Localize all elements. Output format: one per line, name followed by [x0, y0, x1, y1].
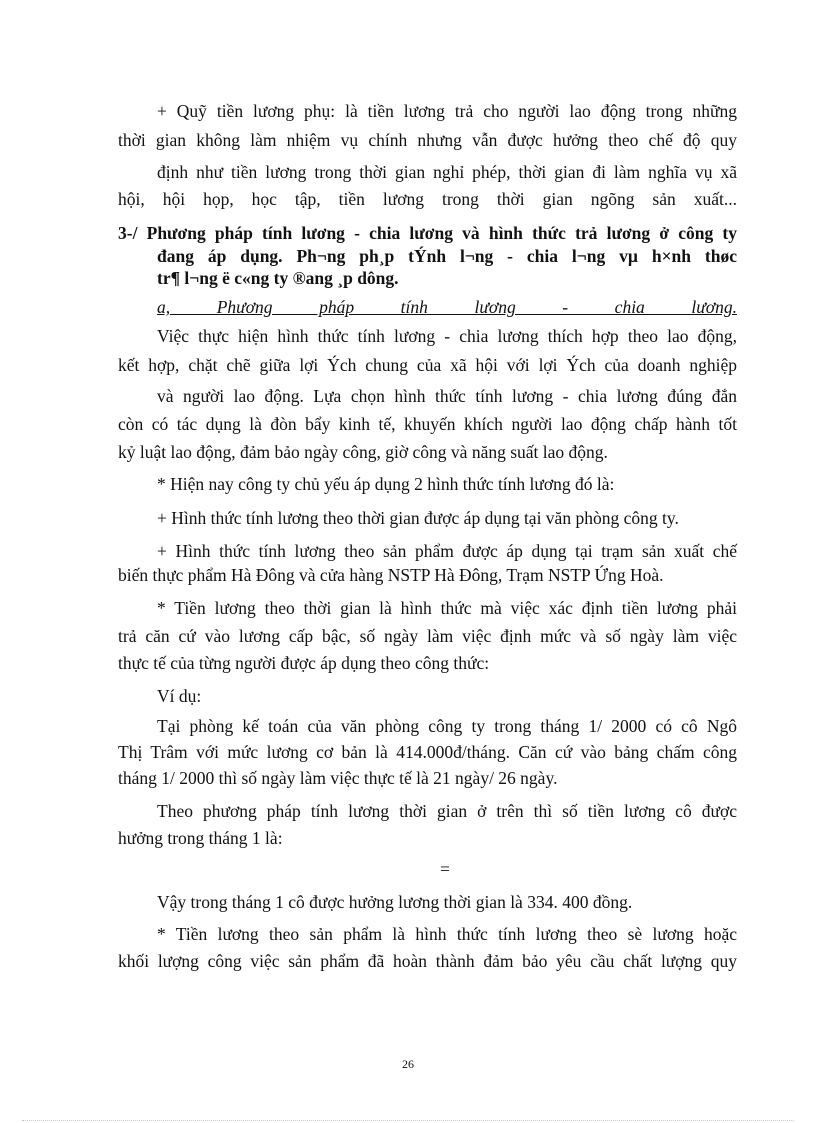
section-heading: 3-/ Phương pháp tính lương - chia lương và hình thức trả lương ở công ty	[118, 223, 737, 243]
paragraph-line: Tại phòng kế toán của văn phòng công ty trong tháng 1/ 2000 có cô Ngô	[157, 716, 737, 736]
paragraph-line: + Quỹ tiền lương phụ: là tiền lương trả cho người lao động trong những	[157, 101, 737, 121]
paragraph-line: kỷ luật lao động, đảm bảo ngày công, giờ công và năng suất lao động.	[118, 442, 608, 462]
paragraph-line: còn có tác dụng là đòn bẩy kinh tế, khuyến khích người lao động chấp hành tốt	[118, 414, 737, 434]
paragraph-line: Theo phương pháp tính lương thời gian ở trên thì số tiền lương cô được	[157, 801, 737, 821]
formula-equals: =	[440, 859, 450, 879]
paragraph-line: + Hình thức tính lương theo thời gian được áp dụng tại văn phòng công ty.	[157, 508, 679, 528]
paragraph-line: Việc thực hiện hình thức tính lương - chia lương thích hợp theo lao động,	[157, 326, 737, 346]
paragraph-line: hội, hội họp, học tập, tiền lương trong thời gian ngõng sản xuất...	[118, 189, 737, 209]
paragraph-line: Ví dụ:	[157, 686, 202, 706]
paragraph-line: hưởng trong tháng 1 là:	[118, 828, 283, 848]
paragraph-line: + Hình thức tính lương theo sản phẩm được áp dụng tại trạm sản xuất chế	[157, 541, 737, 561]
paragraph-line: kết hợp, chặt chẽ giữa lợi Ých chung của xã hội với lợi Ých của doanh nghiệp	[118, 355, 737, 375]
paragraph-line: biến thực phẩm Hà Đông và cửa hàng NSTP Hà Đông, Trạm NSTP Ứng Hoà.	[118, 565, 664, 585]
paragraph-line: * Tiền lương theo thời gian là hình thức mà việc xác định tiền lương phải	[157, 598, 737, 618]
section-heading: tr¶ l¬ng ë c«ng ty ®ang ¸p dông.	[157, 268, 399, 288]
paragraph-line: thời gian không làm nhiệm vụ chính nhưng vẫn được hưởng theo chế độ quy	[118, 130, 737, 150]
paragraph-line: trả căn cứ vào lương cấp bậc, số ngày làm việc định mức và số ngày làm việc	[118, 626, 737, 646]
section-heading: đang áp dụng. Ph¬ng ph¸p tÝnh l¬ng - chia l¬ng vµ h×nh thøc	[157, 246, 737, 266]
paragraph-line: và người lao động. Lựa chọn hình thức tính lương - chia lương đúng đắn	[157, 386, 737, 406]
subsection-heading: a, Phương pháp tính lương - chia lương.	[157, 297, 737, 317]
page-border	[22, 1120, 794, 1121]
paragraph-line: định như tiền lương trong thời gian nghỉ phép, thời gian đi làm nghĩa vụ xã	[157, 162, 737, 182]
paragraph-line: khối lượng công việc sản phẩm đã hoàn thành đảm bảo yêu cầu chất lượng quy	[118, 951, 737, 971]
paragraph-line: * Hiện nay công ty chủ yếu áp dụng 2 hình thức tính lương đó là:	[157, 474, 615, 494]
paragraph-line: Thị Trâm với mức lương cơ bản là 414.000đ/tháng. Căn cứ vào bảng chấm công	[118, 742, 737, 762]
paragraph-line: tháng 1/ 2000 thì số ngày làm việc thực tế là 21 ngày/ 26 ngày.	[118, 768, 558, 788]
page-number: 26	[402, 1057, 414, 1071]
paragraph-line: Vậy trong tháng 1 cô được hưởng lương thời gian là 334. 400 đồng.	[157, 892, 633, 912]
paragraph-line: * Tiền lương theo sản phẩm là hình thức tính lương theo sè lương hoặc	[157, 924, 737, 944]
paragraph-line: thực tế của từng người được áp dụng theo công thức:	[118, 653, 490, 673]
